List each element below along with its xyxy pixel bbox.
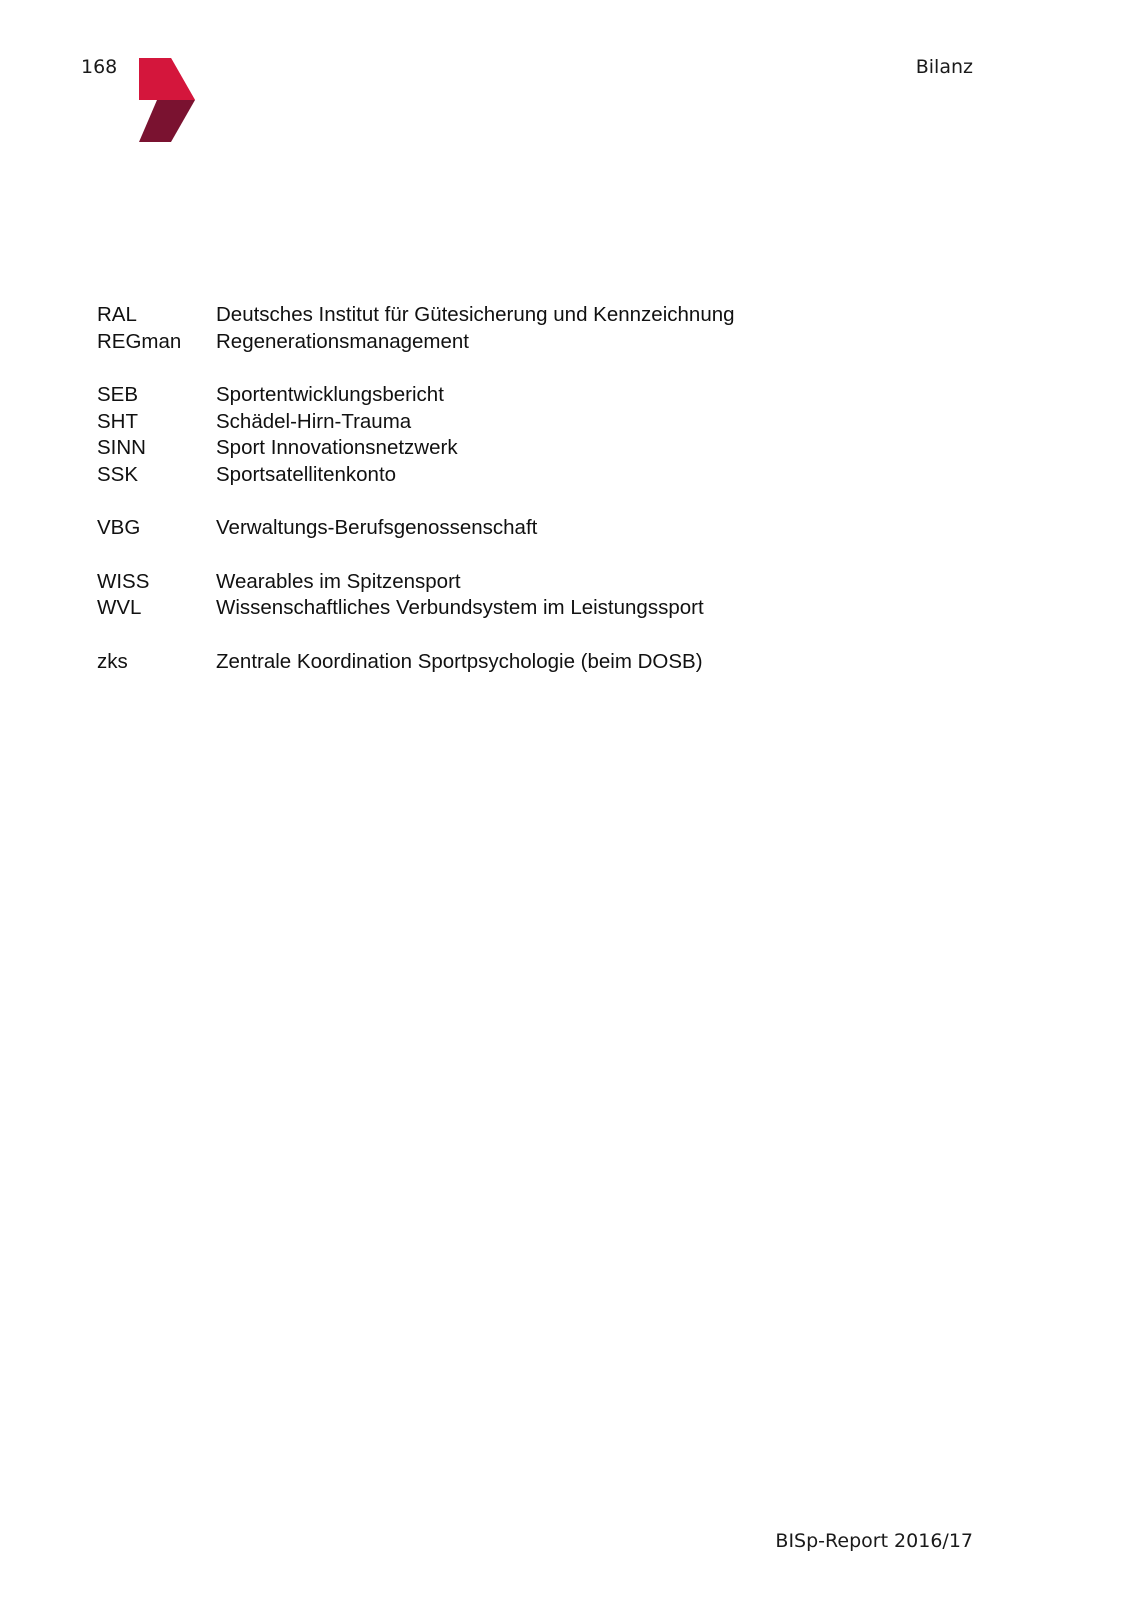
abbreviation-definition: Wearables im Spitzensport <box>216 569 461 593</box>
abbreviation: SINN <box>97 436 146 459</box>
abbreviation: SHT <box>97 409 138 433</box>
abbreviation-row <box>97 382 897 409</box>
abbreviation: SEB <box>97 383 139 406</box>
abbreviation-row <box>97 329 897 356</box>
abbreviation-definition: Deutsches Institut für Gütesicherung und Kennzeichnung <box>216 303 735 326</box>
chevron-right-icon <box>139 58 195 142</box>
abbreviation-definition: Sportentwicklungsbericht <box>216 383 444 406</box>
abbreviation: zks <box>97 649 128 673</box>
abbreviation-group <box>97 569 897 622</box>
abbreviation: RAL <box>97 303 137 326</box>
abbreviation: REGman <box>97 329 182 353</box>
abbreviation-group <box>97 649 897 676</box>
abbreviation-definition: Sportsatellitenkonto <box>216 462 397 486</box>
abbreviation: SSK <box>97 462 139 486</box>
abbreviation-group <box>97 515 897 542</box>
abbreviation: WVL <box>97 596 142 619</box>
page-number: 168 <box>81 56 118 78</box>
abbreviation-list <box>97 302 897 702</box>
report-footer: BISp-Report 2016/17 <box>775 1530 973 1552</box>
abbreviation: VBG <box>97 516 141 539</box>
logo-chevron-bottom <box>139 100 195 142</box>
abbreviation-row <box>97 569 897 596</box>
abbreviation-definition: Verwaltungs-Berufsgenossenschaft <box>216 516 538 539</box>
abbreviation-definition: Schädel-Hirn-Trauma <box>216 409 412 433</box>
abbreviation-definition: Regenerationsmanagement <box>216 329 469 353</box>
section-title: Bilanz <box>915 56 973 78</box>
abbreviation-definition: Sport Innovationsnetzwerk <box>216 436 458 459</box>
abbreviation-row <box>97 302 897 329</box>
abbreviation-group <box>97 382 897 488</box>
abbreviation-row <box>97 435 897 462</box>
abbreviation-row <box>97 595 897 622</box>
abbreviation-row <box>97 515 897 542</box>
abbreviation-row <box>97 409 897 436</box>
abbreviation-definition: Zentrale Koordination Sportpsychologie (beim DOSB) <box>216 649 703 673</box>
abbreviation-row <box>97 462 897 489</box>
abbreviation-row <box>97 649 897 676</box>
abbreviation: WISS <box>97 569 150 593</box>
abbreviation-definition: Wissenschaftliches Verbundsystem im Leistungssport <box>216 596 704 619</box>
abbreviation-group <box>97 302 897 355</box>
